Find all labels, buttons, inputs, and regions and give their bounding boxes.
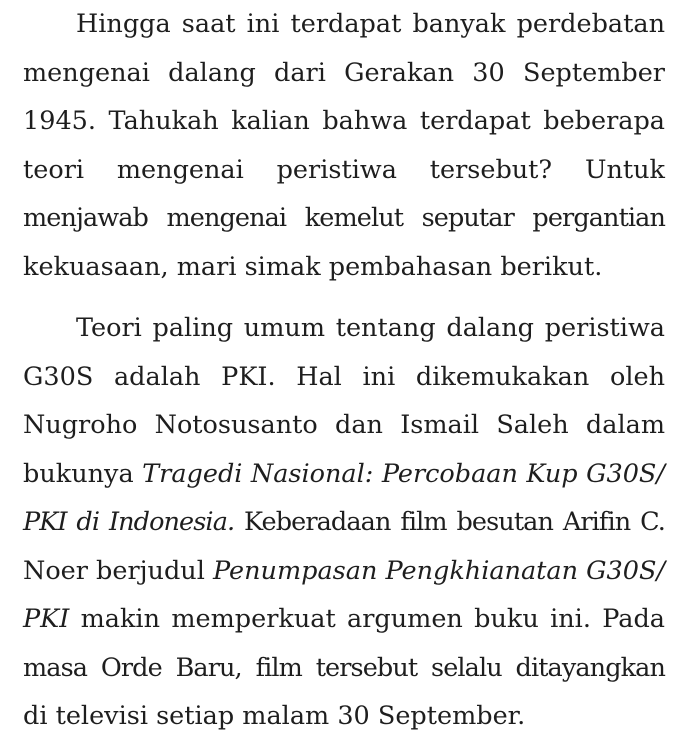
text-plain: Noer berjudul (23, 555, 213, 586)
text-line: Teori paling umum tentang dalang peristiwa (76, 313, 665, 343)
text-line: 1945. Tahukah kalian bahwa terdapat beberapa (23, 106, 665, 136)
paragraph-intro (23, 0, 665, 291)
text-line: masa Orde Baru, film tersebut selalu ditayangkan (23, 652, 665, 683)
text-line: mengenai dalang dari Gerakan 30 September (23, 57, 665, 88)
text-plain: Keberadaan film besutan Arifin C. (234, 507, 665, 537)
document-body (23, 0, 665, 741)
text-line (23, 450, 665, 499)
text-line (23, 595, 665, 644)
text-plain: bukunya (23, 458, 143, 489)
text-line (23, 498, 665, 547)
film-title: PKI (23, 604, 70, 634)
text-line: Hingga saat ini terdapat banyak perdebatan (76, 9, 665, 39)
text-plain: makin memperkuat argumen buku ini. Pada (69, 604, 665, 634)
text-line: G30S adalah PKI. Hal ini dikemukakan oleh (23, 361, 665, 392)
book-title: Tragedi Nasional: Percobaan Kup G30S/ (142, 458, 665, 489)
paragraph-theory (23, 304, 665, 741)
text-line: Nugroho Notosusanto dan Ismail Saleh dalam (23, 410, 665, 440)
text-line: kekuasaan, mari simak pembahasan berikut. (23, 251, 603, 282)
text-line: menjawab mengenai kemelut seputar pergantian (23, 203, 665, 233)
film-title: Penumpasan Pengkhianatan G30S/ (213, 555, 666, 586)
text-line (23, 547, 665, 596)
text-line: teori mengenai peristiwa tersebut? Untuk (23, 154, 665, 185)
book-title: PKI di Indonesia. (23, 507, 235, 537)
text-line: di televisi setiap malam 30 September. (23, 701, 526, 731)
